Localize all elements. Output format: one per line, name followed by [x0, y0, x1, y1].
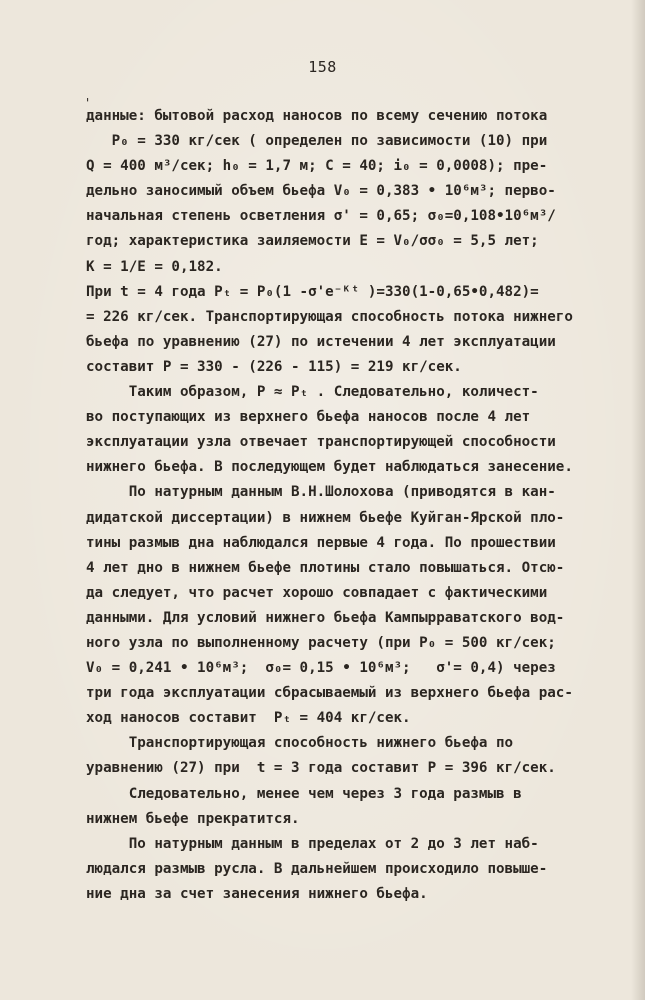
stray-mark: ': [84, 96, 92, 110]
text-line: Таким образом, P ≈ Pₜ . Следовательно, количест-: [86, 384, 539, 401]
text-line: P₀ = 330 кг/сек ( определен по зависимости (10) при: [86, 133, 548, 150]
text-line: составит P = 330 - (226 - 115) = 219 кг/сек.: [86, 358, 462, 375]
text-line: да следует, что расчет хорошо совпадает с фактическими: [86, 584, 548, 601]
text-line: K = 1/E = 0,182.: [86, 258, 223, 275]
text-line: V₀ = 0,241 • 10⁶м³; σ₀= 0,15 • 10⁶м³; σ'= 0,4) через: [86, 660, 556, 677]
page-number: 158: [308, 58, 337, 76]
text-line: данными. Для условий нижнего бьефа Кампырраватского вод-: [86, 609, 565, 626]
text-line: начальная степень осветления σ' = 0,65; σ₀=0,108•10⁶м³/: [86, 208, 556, 225]
text-line: При t = 4 года Pₜ = P₀(1 -σ'e⁻ᴷᵗ )=330(1-0,65•0,482)=: [86, 283, 539, 300]
text-line: = 226 кг/сек. Транспортирующая способность потока нижнего: [86, 308, 573, 325]
text-line: 4 лет дно в нижнем бьефе плотины стало повышаться. Отсю-: [86, 559, 565, 576]
text-line: По натурным данным В.Н.Шолохова (приводятся в кан-: [86, 484, 556, 501]
text-line: ние дна за счет занесения нижнего бьефа.: [86, 885, 428, 902]
text-line: людался размыв русла. В дальнейшем происходило повыше-: [86, 860, 548, 877]
text-line: дидатской диссертации) в нижнем бьефе Куйган-Ярской пло-: [86, 509, 565, 526]
text-line: бьефа по уравнению (27) по истечении 4 лет эксплуатации: [86, 333, 556, 350]
text-line: По натурным данным в пределах от 2 до 3 лет наб-: [86, 835, 539, 852]
text-line: год; характеристика заиляемости E = V₀/σσ₀ = 5,5 лет;: [86, 233, 539, 250]
text-line: тины размыв дна наблюдался первые 4 года. По прошествии: [86, 534, 556, 551]
text-line: ного узла по выполненному расчету (при P₀ = 500 кг/сек;: [86, 634, 556, 651]
text-line: уравнению (27) при t = 3 года составит P = 396 кг/сек.: [86, 760, 556, 777]
body-text: [86, 104, 634, 907]
text-line: Q = 400 м³/сек; h₀ = 1,7 м; C = 40; i₀ = 0,0008); пре-: [86, 158, 548, 175]
text-line: три года эксплуатации сбрасываемый из верхнего бьефа рас-: [86, 685, 573, 702]
text-line: нижнем бьефе прекратится.: [86, 810, 300, 827]
text-line: эксплуатации узла отвечает транспортирующей способности: [86, 434, 556, 451]
text-line: ход наносов составит Pₜ = 404 кг/сек.: [86, 710, 411, 727]
text-line: дельно заносимый объем бьефа V₀ = 0,383 • 10⁶м³; перво-: [86, 183, 556, 200]
text-line: нижнего бьефа. В последующем будет наблюдаться занесение.: [86, 459, 573, 476]
text-line: данные: бытовой расход наносов по всему сечению потока: [86, 108, 548, 124]
text-line: Следовательно, менее чем через 3 года размыв в: [86, 785, 522, 802]
text-line: Транспортирующая способность нижнего бьефа по: [86, 735, 514, 752]
text-line: во поступающих из верхнего бьефа наносов после 4 лет: [86, 409, 531, 426]
